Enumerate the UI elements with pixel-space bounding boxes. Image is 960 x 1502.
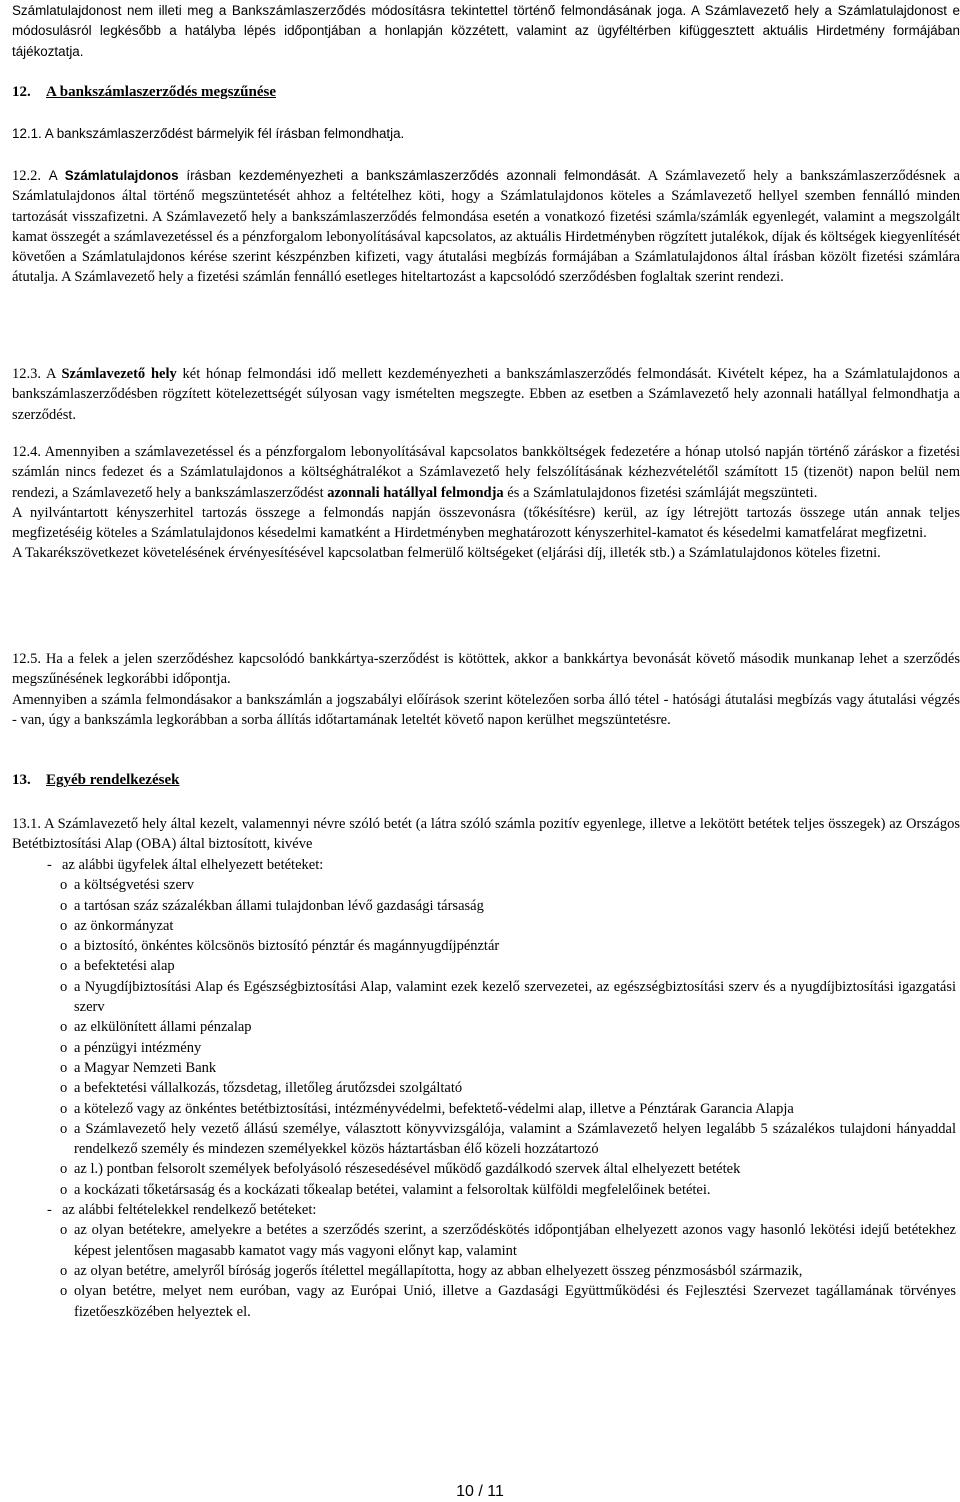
list-item — [0, 1058, 960, 1078]
clause-number: 12.2. — [12, 168, 41, 184]
clause-number: 13.1. — [12, 816, 41, 832]
clause-text: Amennyiben a számlavezetéssel és a pénzforgalom lebonyolításával kapcsolatos bankköltségek fedezetére a hónap utolsó napján történő záráskor a fizetési számlán nincs fedezet és a Számlatulajdonos a költséghátralékot a Számlavezető hely felszólításának kézhezvételétől számított 15 (tizenöt) napon belül nem rendezi, a Számlavezető hely a bankszámlaszerződést — [12, 444, 960, 501]
clause-text: A — [48, 168, 65, 183]
list-item-text: az l.) pontban felsorolt személyek befolyásoló részesedésével működő gazdálkodó szervek által elhelyezett betétek — [74, 1161, 741, 1178]
clause-text: A Számlavezető hely a bankszámlaszerződésnek a Számlatulajdonos által történő megszüntetését ahhoz a feltételhez köti, hogy a Számlatulajdonos köteles a Számlavezető hellyel szemben fennálló minden tartozását visszafizetni. A Számlavezető hely a bankszámlaszerződés felmondása esetén a vonatkozó fizetési számla/számlák egyenlegét, valamint a megszolgált kamat összegét a számlavezetéssel és a pénzforgalom lebonyolításával kapcsolatos, az aktuális Hirdetményben rögzített jutalékok, díjak és költségek kiegyenlítését követően a Számlatulajdonos kérése szerint készpénzben kifizeti, vagy átutalási megbízás formájában a Számlatulajdonos által írásban közölt fizetési számlára átutalja. A Számlavezető hely a fizetési számlán fennálló esetleges hiteltartozást a kapcsolódó szerződésben foglaltak szerint rendezi. — [12, 168, 960, 286]
list-item — [0, 977, 960, 1018]
clause-number: 12.3. — [12, 366, 41, 382]
bullet-marker: o — [60, 917, 68, 934]
list-item-text: a tartósan száz százalékban állami tulajdonban lévő gazdasági társaság — [74, 897, 484, 914]
list-item — [0, 875, 960, 895]
bullet-marker: o — [60, 877, 68, 894]
dash-marker: - — [47, 1202, 52, 1219]
clause-bold: Számlavezető hely — [61, 366, 177, 382]
clause-continuation: A Takarékszövetkezet követelésének érvényesítésével kapcsolatban felmerülő költségeket (eljárási díj, illeték stb.) a Számlatulajdonos köteles fizetni. — [12, 545, 881, 562]
list-item-text: a kötelező vagy az önkéntes betétbiztosítási, intézményvédelmi, befektető-védelmi alap, illetve a Pénztárak Garancia Alapja — [74, 1100, 794, 1117]
intro-paragraph — [12, 1, 960, 62]
list-item — [0, 936, 960, 956]
list-item — [0, 916, 960, 936]
list-item-text: az elkülönített állami pénzalap — [74, 1019, 252, 1036]
list-item-text: a pénzügyi intézmény — [74, 1039, 202, 1056]
intro-text: Számlatulajdonost nem illeti meg a Bankszámlaszerződés módosításra tekintettel történő felmondásának joga. A Számlavezető hely a Számlatulajdonost e módosulásról legkésőbb a hatályba lépés időpontjában a honlapján közzétett, valamint az ügyféltérben kifüggesztett aktuális Hirdetmény formájában tájékoztatja. — [12, 3, 960, 59]
list-item — [0, 1159, 960, 1179]
list-item-text: a Magyar Nemzeti Bank — [74, 1059, 217, 1076]
bullet-marker: o — [60, 1059, 68, 1076]
paragraph-12-5 — [12, 649, 960, 730]
bullet-marker: o — [60, 1019, 68, 1036]
bullet-marker: o — [60, 958, 68, 975]
bullet-marker: o — [60, 1161, 68, 1178]
dash-item-1 — [0, 855, 960, 875]
paragraph-12-2 — [12, 166, 960, 288]
dash-item-2 — [0, 1200, 960, 1220]
section-title: Egyéb rendelkezések — [46, 772, 180, 788]
bullet-marker: o — [60, 1080, 68, 1097]
clause-continuation: A nyilvántartott kényszerhitel tartozás összege a felmondás napján összevonásra (tőkésítésre) kerül, az így létrejött tartozás összege után annak teljes megfizetéséig köteles a Számlatulajdonos késedelmi kamatként a Hirdetményben meghatározott kényszerhitel-kamatot és késedelmi kamatfelárat megfizetni. — [12, 504, 960, 542]
paragraph-12-1 — [12, 124, 960, 144]
bullet-marker: o — [60, 897, 68, 914]
section-12-heading — [12, 84, 276, 101]
list-item-text: a költségvetési szerv — [74, 877, 194, 894]
list-item-text: a kockázati tőketársaság és a kockázati tőkealap betétei, valamint a felsoroltak külföldi megfelelőinek betétei. — [74, 1181, 711, 1198]
list-item — [0, 1078, 960, 1098]
section-title: A bankszámlaszerződés megszűnése — [46, 84, 276, 100]
bullet-marker: o — [60, 1120, 68, 1137]
clause-continuation: Amennyiben a számla felmondásakor a bankszámlán a jogszabályi előírások szerint kötelezően sorba álló tétel - hatósági átutalási megbízás vagy átutalási végzés - van, úgy a bankszámla legkorábban a sorba állítás időtartamának leteltét követő napon kerülhet megszüntetésre. — [12, 691, 960, 728]
clause-number: 12.1. — [12, 126, 42, 141]
dash-marker: - — [47, 857, 52, 873]
clause-number: 12.4. — [12, 444, 41, 460]
exclusion-list — [0, 855, 960, 1322]
condition-exclusion-list — [0, 1220, 960, 1321]
clause-text: A bankszámlaszerződést bármelyik fél írásban felmondhatja. — [44, 126, 405, 141]
dash-text: az alábbi feltételekkel rendelkező betéteket: — [62, 1202, 317, 1219]
list-item-text: az olyan betétekre, amelyekre a betétes a szerződés szerint, a szerződéskötés időpontjában elhelyezett azonos vagy hasonló lekötési idejű betétekhez képest jelentősen magasabb kamatot vagy más vagyoni előnyt kap, valamint — [74, 1222, 956, 1259]
list-item — [0, 1281, 960, 1322]
clause-bold: azonnali hatállyal felmondja — [327, 484, 504, 501]
list-item — [0, 1099, 960, 1119]
list-item-text: a befektetési alap — [74, 958, 175, 975]
paragraph-12-4 — [12, 442, 960, 564]
bullet-marker: o — [60, 938, 68, 955]
clause-text: írásban kezdeményezheti a bankszámlaszerződés azonnali felmondását. — [178, 168, 641, 183]
bullet-marker: o — [60, 1283, 68, 1300]
list-item-text: a Nyugdíjbiztosítási Alap és Egészségbiztosítási Alap, valamint ezek kezelő szervezetei, az egészségbiztosítási szerv és a nyugdíjbiztosítási igazgatási szerv — [74, 978, 956, 1016]
list-item — [0, 1220, 960, 1261]
customer-exclusion-list — [0, 875, 960, 1200]
bullet-marker: o — [60, 1262, 68, 1279]
section-number: 13. — [12, 772, 31, 788]
bullet-marker: o — [60, 1100, 68, 1117]
dash-text: az alábbi ügyfelek által elhelyezett betéteket: — [62, 857, 324, 873]
list-item-text: a befektetési vállalkozás, tőzsdetag, illetőleg árutőzsdei szolgáltató — [74, 1080, 463, 1097]
bullet-marker: o — [60, 978, 68, 995]
clause-bold: Számlatulajdonos — [64, 168, 179, 183]
list-item-text: az olyan betétre, amelyről bíróság jogerős ítélettel megállapította, hogy az abban elhelyezett összeg pénzmosásból származik, — [74, 1262, 803, 1279]
paragraph-13-1 — [12, 814, 960, 855]
page-number: 10 / 11 — [456, 1483, 504, 1500]
clause-text: Ha a felek a jelen szerződéshez kapcsolódó bankkártya-szerződést is kötöttek, akkor a bankkártya bevonását követő második munkanap lehet a szerződés megszűnésének legkorábbi időpontja. — [12, 651, 960, 688]
section-13-heading — [12, 772, 180, 789]
section-number: 12. — [12, 84, 31, 100]
clause-text: A — [45, 366, 62, 382]
list-item-text: a Számlavezető hely vezető állású személye, választott könyvvizsgálója, valamint a Számlavezető helyen legalább 5 százalékos tulajdoni hányaddal rendelkező személy és mindezen személyekkel közös háztartásban élő közeli hozzátartozó — [74, 1120, 956, 1158]
list-item — [0, 1119, 960, 1160]
bullet-marker: o — [60, 1039, 68, 1056]
list-item-text: olyan betétre, melyet nem euróban, vagy az Európai Unió, illetve a Gazdasági Együttműködési és Fejlesztési Szervezet tagállamának törvényes fizetőeszközében helyeztek el. — [74, 1283, 956, 1320]
list-item — [0, 1261, 960, 1281]
paragraph-12-3 — [12, 364, 960, 425]
list-item-text: a biztosító, önkéntes kölcsönös biztosító pénztár és magánnyugdíjpénztár — [74, 938, 500, 955]
list-item — [0, 1017, 960, 1037]
list-item — [0, 896, 960, 916]
clause-lead — [49, 168, 641, 183]
clause-number: 12.5. — [12, 651, 41, 667]
list-item — [0, 1180, 960, 1200]
bullet-marker: o — [60, 1222, 68, 1239]
bullet-marker: o — [60, 1181, 68, 1198]
list-item — [0, 1038, 960, 1058]
clause-text: és a Számlatulajdonos fizetési számláját megszünteti. — [503, 484, 818, 501]
clause-text: A Számlavezető hely által kezelt, valamennyi névre szóló betét (a látra szóló számla pozitív egyenlege, illetve a lekötött betétek teljes összegek) az Országos Betétbiztosítási Alap (OBA) által biztosított, kivéve — [12, 816, 960, 853]
list-item — [0, 956, 960, 976]
clause-text: két hónap felmondási idő mellett kezdeményezheti a bankszámlaszerződés felmondását. Kivételt képez, ha a Számlatulajdonos a bankszámlaszerződésben rögzített kötelezettségét súlyosan vagy ismételten megszegte. Ebben az esetben a Számlavezető hely azonnali hatállyal felmondhatja a szerződést. — [12, 366, 960, 423]
list-item-text: az önkormányzat — [74, 917, 174, 934]
